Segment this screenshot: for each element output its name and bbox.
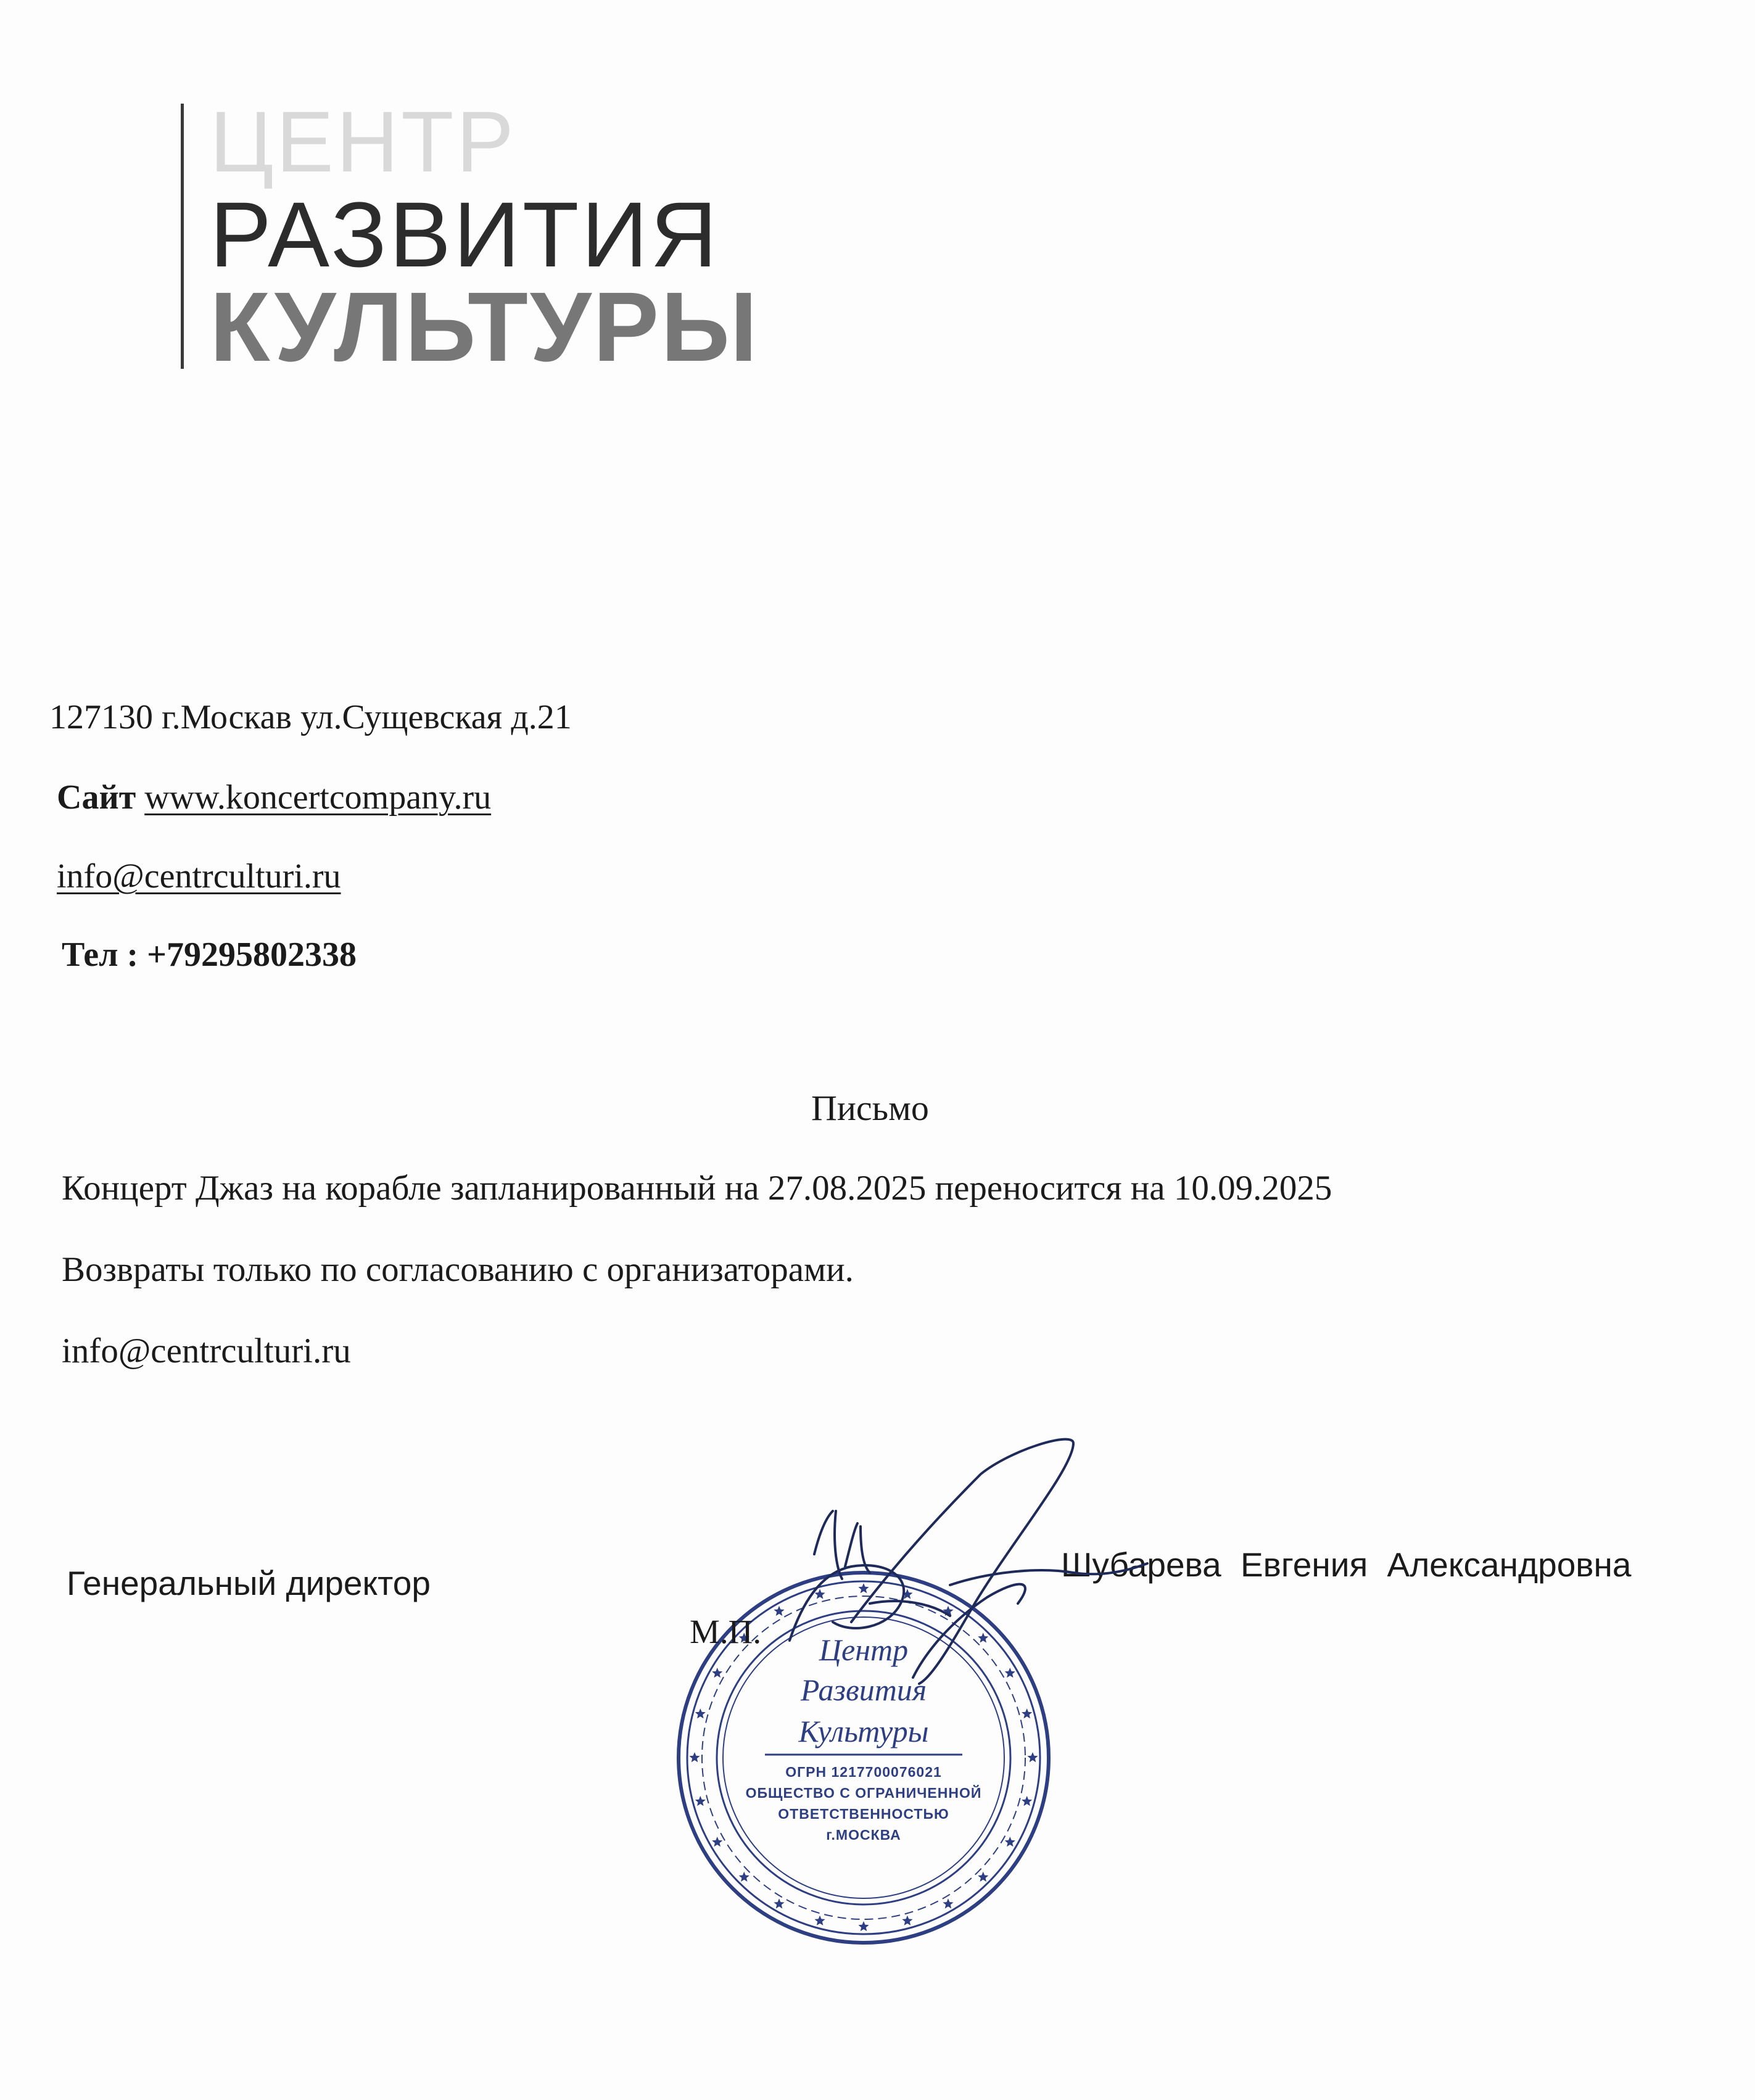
letter-body-email: info@centrculturi.ru (62, 1332, 351, 1370)
stamp-star-icon (902, 1916, 912, 1925)
stamp-star-icon (815, 1916, 825, 1925)
letter-body-line-2: Возвраты только по согласованию с организаторами. (62, 1250, 854, 1289)
stamp-city: г.МОСКВА (826, 1827, 901, 1843)
stamp-star-icon (978, 1872, 988, 1882)
stamp-org-2: ОТВЕТСТВЕННОСТЬЮ (778, 1806, 949, 1822)
letter-body-line-1: Концерт Джаз на корабле запланированный на 27.08.2025 переносится на 10.09.2025 (62, 1169, 1332, 1208)
logo-line-3: КУЛЬТУРЫ (210, 271, 759, 382)
handwritten-signature-icon (728, 1419, 1160, 1764)
stamp-star-icon (739, 1872, 749, 1882)
company-address: 127130 г.Москав ул.Сущевская д.21 (49, 698, 572, 736)
stamp-star-icon (943, 1898, 953, 1908)
stamp-ogrn: ОГРН 1217700076021 (785, 1764, 942, 1780)
stamp-org-1: ОБЩЕСТВО С ОГРАНИЧЕННОЙ (745, 1785, 982, 1801)
letter-title: Письмо (811, 1088, 929, 1128)
site-link[interactable]: www.koncertcompany.ru (144, 778, 492, 817)
stamp-line-2: Развития (800, 1673, 927, 1707)
logo-line-2: РАЗВИТИЯ (210, 183, 720, 286)
logo-divider (181, 104, 184, 369)
company-phone: Тел : +79295802338 (62, 936, 357, 974)
site-label: Сайт (57, 778, 136, 817)
stamp-line-3: Культуры (798, 1714, 929, 1748)
stamp-place-label: М.П. (690, 1613, 762, 1650)
stamp-star-icon (858, 1921, 869, 1931)
stamp-star-icon (689, 1752, 700, 1762)
logo-line-1: ЦЕНТР (210, 93, 516, 190)
stamp-star-icon (774, 1898, 784, 1908)
stamp-line-1: Центр (819, 1633, 909, 1667)
signatory-role: Генеральный директор (67, 1564, 431, 1602)
company-site (57, 780, 491, 815)
signatory-name: Шубарева Евгения Александровна (1061, 1546, 1632, 1584)
company-email-link[interactable]: info@centrculturi.ru (57, 857, 341, 896)
